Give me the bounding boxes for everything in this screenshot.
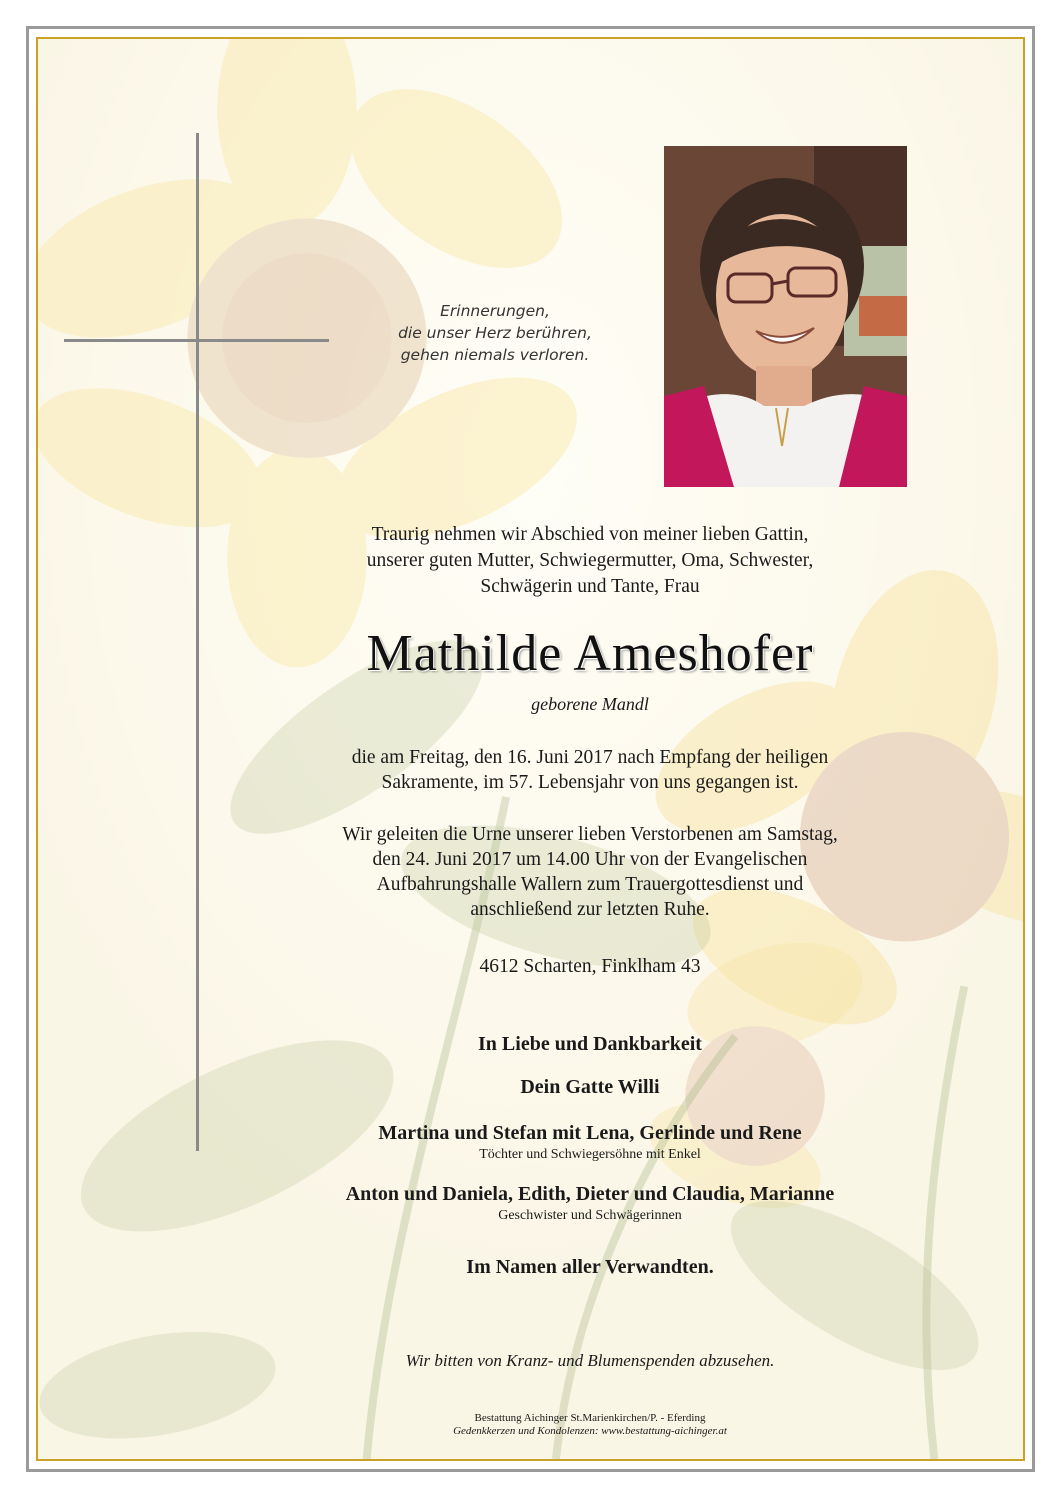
spouse-signature: Dein Gatte Willi <box>520 1076 660 1098</box>
poem-line-1: Erinnerungen, <box>440 302 550 320</box>
funeral-line-3: Aufbahrungshalle Wallern zum Trauergottesdienst und <box>376 874 804 895</box>
siblings-group <box>240 1181 940 1225</box>
deceased-name: Mathilde Ameshofer <box>366 625 814 682</box>
siblings-relation: Geschwister und Schwägerinnen <box>498 1208 682 1223</box>
children-group <box>240 1120 940 1164</box>
funeral-details <box>240 822 940 922</box>
maiden-name: geborene Mandl <box>531 694 649 714</box>
family-address: 4612 Scharten, Finklham 43 <box>479 956 701 977</box>
intro-line-1: Traurig nehmen wir Abschied von meiner lieben Gattin, <box>371 524 809 545</box>
footer-line-1: Bestattung Aichinger St.Marienkirchen/P. - Eferding <box>474 1412 706 1424</box>
siblings-names: Anton und Daniela, Edith, Dieter und Claudia, Marianne <box>345 1183 835 1205</box>
funeral-line-4: anschließend zur letzten Ruhe. <box>470 899 710 920</box>
donation-notice: Wir bitten von Kranz- und Blumenspenden abzusehen. <box>405 1351 775 1370</box>
death-line-1: die am Freitag, den 16. Juni 2017 nach Empfang der heiligen <box>351 747 829 768</box>
footer-line-2: Gedenkkerzen und Kondolenzen: www.bestattung-aichinger.at <box>453 1425 727 1437</box>
death-line-2: Sakramente, im 57. Lebensjahr von uns gegangen ist. <box>381 772 799 793</box>
funeral-line-2: den 24. Juni 2017 um 14.00 Uhr von der Evangelischen <box>372 849 808 870</box>
children-names: Martina und Stefan mit Lena, Gerlinde und Rene <box>378 1122 802 1144</box>
closing-phrase: In Liebe und Dankbarkeit <box>478 1033 702 1055</box>
portrait-photo <box>664 146 907 487</box>
footer <box>240 1412 940 1438</box>
poem-line-2: die unser Herz berühren, <box>398 324 592 342</box>
announcement-intro <box>240 522 940 600</box>
poem-line-3: gehen niemals verloren. <box>400 346 590 364</box>
intro-line-2: unserer guten Mutter, Schwiegermutter, Oma, Schwester, <box>366 550 814 571</box>
death-notice <box>240 745 940 795</box>
children-relation: Töchter und Schwiegersöhne mit Enkel <box>479 1147 701 1162</box>
memorial-poem <box>360 300 630 366</box>
memorial-cross-horizontal <box>64 339 329 342</box>
relatives-signature: Im Namen aller Verwandten. <box>466 1256 714 1278</box>
memorial-cross-vertical <box>196 133 199 1151</box>
funeral-line-1: Wir geleiten die Urne unserer lieben Verstorbenen am Samstag, <box>342 824 838 845</box>
intro-line-3: Schwägerin und Tante, Frau <box>480 576 700 597</box>
